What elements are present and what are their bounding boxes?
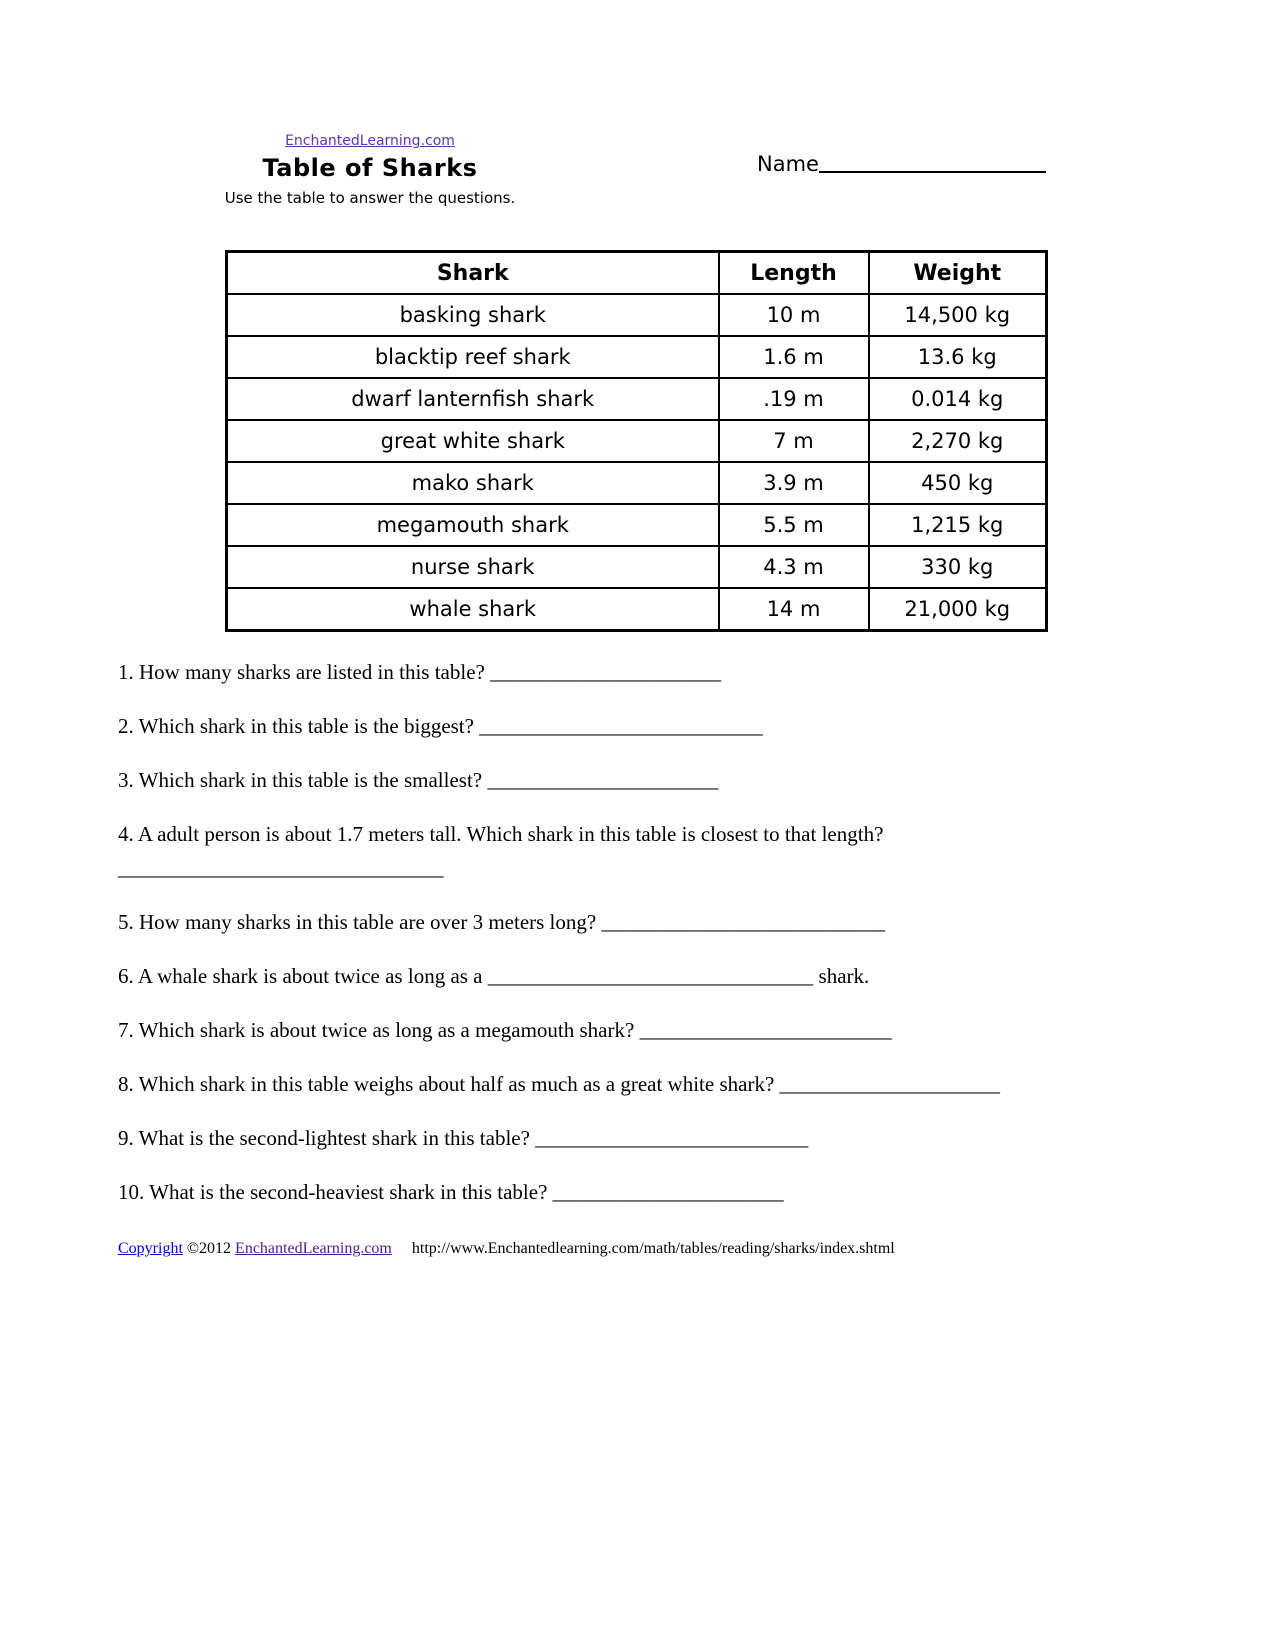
length-cell: 4.3 m [719, 546, 869, 588]
name-field [757, 152, 1046, 176]
answer-blank: __________________________ [535, 1126, 809, 1150]
question-7 [118, 1013, 1198, 1047]
weight-cell: 0.014 kg [869, 378, 1047, 420]
question-4 [118, 817, 1198, 885]
question-suffix: shark. [818, 964, 870, 988]
instructions-text: Use the table to answer the questions. [224, 189, 516, 207]
shark-name-cell: dwarf lanternfish shark [227, 378, 719, 420]
length-cell: 5.5 m [719, 504, 869, 546]
shark-name-cell: blacktip reef shark [227, 336, 719, 378]
shark-column-header: Shark [227, 252, 719, 295]
answer-blank: ______________________ [490, 660, 722, 684]
length-cell: 3.9 m [719, 462, 869, 504]
table-row [227, 294, 1047, 336]
answer-blank: _______________________________ [118, 856, 444, 880]
answer-blank: ______________________ [487, 768, 719, 792]
question-text: 10. What is the second-heaviest shark in this table? [118, 1180, 548, 1204]
worksheet-header [219, 130, 521, 207]
question-text: 8. Which shark in this table weighs about half as much as a great white shark? [118, 1072, 775, 1096]
question-text: 3. Which shark in this table is the smallest? [118, 768, 483, 792]
length-cell: 1.6 m [719, 336, 869, 378]
answer-blank: _____________________ [779, 1072, 1001, 1096]
question-3 [118, 763, 1198, 797]
table-row [227, 378, 1047, 420]
question-5 [118, 905, 1198, 939]
question-text: 4. A adult person is about 1.7 meters tall. Which shark in this table is closest to that length? [118, 822, 884, 846]
question-9 [118, 1121, 1198, 1155]
question-text: 5. How many sharks in this table are over 3 meters long? [118, 910, 597, 934]
weight-cell: 21,000 kg [869, 588, 1047, 631]
shark-name-cell: whale shark [227, 588, 719, 631]
length-cell: .19 m [719, 378, 869, 420]
question-text: 2. Which shark in this table is the biggest? [118, 714, 474, 738]
page-title: Table of Sharks [262, 154, 478, 182]
table-row [227, 420, 1047, 462]
length-column-header: Length [719, 252, 869, 295]
answer-blank: ___________________________ [479, 714, 763, 738]
answer-blank: ___________________________ [601, 910, 885, 934]
question-1 [118, 655, 1198, 689]
shark-name-cell: megamouth shark [227, 504, 719, 546]
table-row [227, 462, 1047, 504]
table-row [227, 588, 1047, 631]
question-2 [118, 709, 1198, 743]
copyright-year: ©2012 [186, 1240, 232, 1257]
answer-blank: ________________________ [639, 1018, 892, 1042]
weight-cell: 14,500 kg [869, 294, 1047, 336]
table-row [227, 336, 1047, 378]
weight-cell: 13.6 kg [869, 336, 1047, 378]
question-text: 1. How many sharks are listed in this table? [118, 660, 485, 684]
sharks-table [225, 250, 1048, 632]
question-text: 9. What is the second-lightest shark in this table? [118, 1126, 530, 1150]
shark-name-cell: nurse shark [227, 546, 719, 588]
copyright-link[interactable]: Copyright [118, 1240, 183, 1257]
length-cell: 10 m [719, 294, 869, 336]
shark-name-cell: basking shark [227, 294, 719, 336]
footer-site-link[interactable]: EnchantedLearning.com [235, 1240, 392, 1257]
weight-column-header: Weight [869, 252, 1047, 295]
name-blank-line [819, 153, 1046, 173]
table-row [227, 504, 1047, 546]
question-10 [118, 1175, 1198, 1209]
question-8 [118, 1067, 1198, 1101]
question-text: 7. Which shark is about twice as long as a megamouth shark? [118, 1018, 635, 1042]
questions-section [118, 655, 1198, 1229]
question-text: 6. A whale shark is about twice as long as a [118, 964, 483, 988]
enchantedlearning-site-link[interactable]: EnchantedLearning.com [285, 133, 455, 149]
shark-name-cell: great white shark [227, 420, 719, 462]
name-label: Name [757, 152, 819, 176]
shark-name-cell: mako shark [227, 462, 719, 504]
answer-blank: ______________________ [552, 1180, 784, 1204]
weight-cell: 2,270 kg [869, 420, 1047, 462]
length-cell: 14 m [719, 588, 869, 631]
weight-cell: 330 kg [869, 546, 1047, 588]
question-6 [118, 959, 1198, 993]
answer-blank: _______________________________ [487, 964, 814, 988]
table-header-row [227, 252, 1047, 295]
worksheet-footer [118, 1240, 895, 1258]
weight-cell: 1,215 kg [869, 504, 1047, 546]
length-cell: 7 m [719, 420, 869, 462]
source-url-text: http://www.Enchantedlearning.com/math/tables/reading/sharks/index.shtml [411, 1240, 895, 1257]
weight-cell: 450 kg [869, 462, 1047, 504]
table-row [227, 546, 1047, 588]
